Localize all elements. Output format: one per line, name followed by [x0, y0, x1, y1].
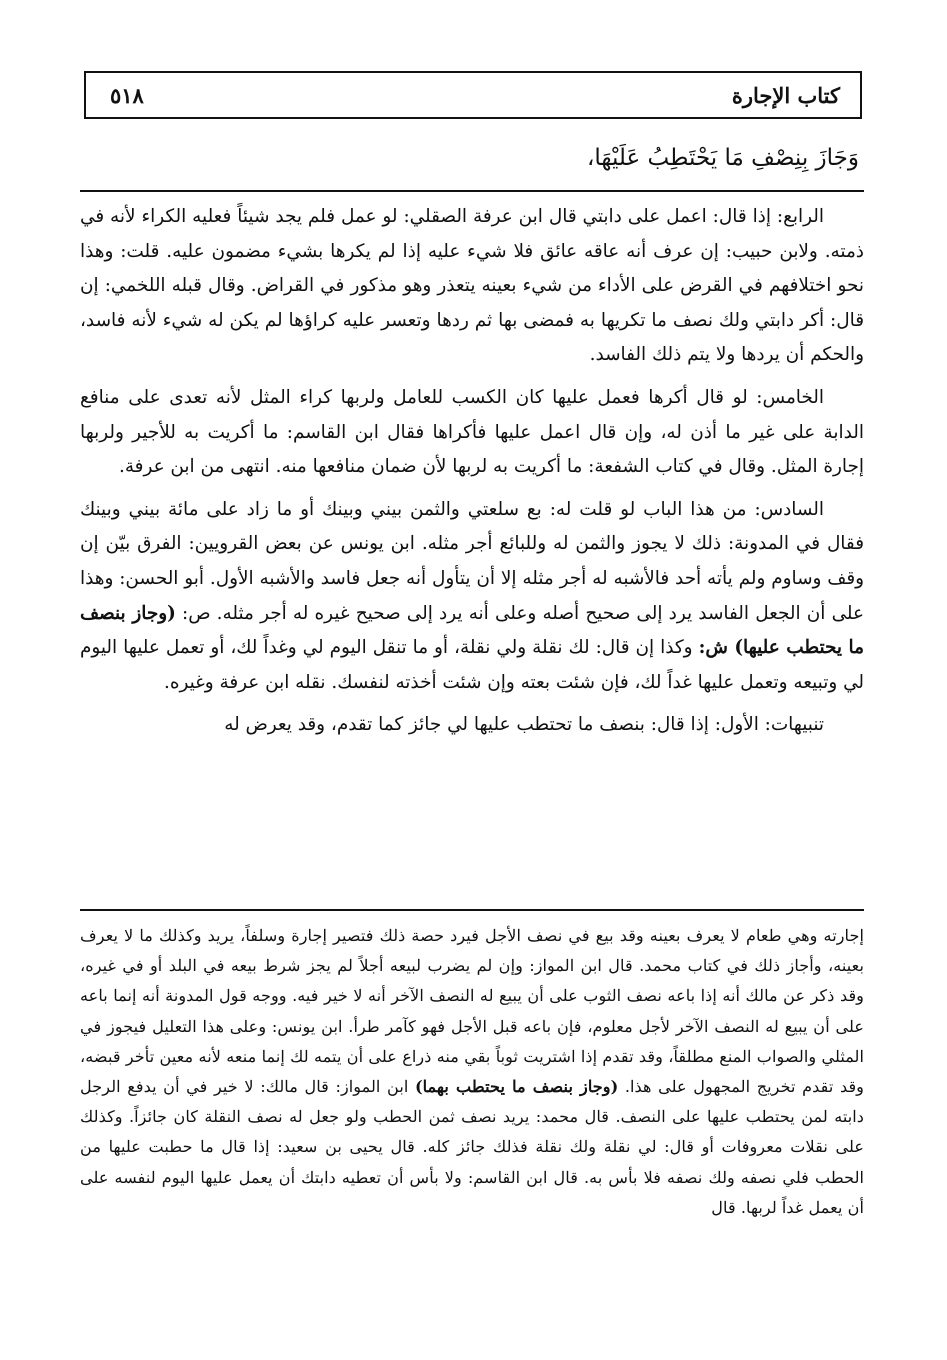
- paragraph-sixth: [80, 493, 864, 701]
- book-title: كتاب الإجارة: [731, 82, 840, 108]
- margin-commentary: [80, 921, 864, 1223]
- commentary-body: [80, 200, 864, 751]
- paragraph-fifth: الخامس: لو قال أكرها فعمل عليها كان الكسب للعامل ولربها كراء المثل لأنه تعدى على منافع الدابة على غير ما أذن له، وإن قال اعمل عليها فأكراها فقال ابن القاسم: ما أكريت به للأجير ولربها إجارة المثل. وقال في كتاب الشفعة: ما أكريت به لربها لأن ضمان منافعها منه. انتهى من ابن عرفة.: [80, 386, 864, 478]
- matn-text: وَجَازَ بِنِصْفِ مَا يَحْتَطِبُ عَلَيْهَا،: [586, 145, 859, 171]
- paragraph-fourth: الرابع: إذا قال: اعمل على دابتي قال ابن عرفة الصقلي: لو عمل فلم يجد شيئاً فعليه الكراء لأنه في ذمته. ولابن حبيب: إن عرف أنه عاقه عائق فلا شيء عليه إذا لم يكرها بشيء مضمون عليه. قلت: وهذا نحو اختلافهم في القرض على الأداء من شيء بعينه يتعذر وهو مذكور في القراض. وقال قبله اللخمي: إن قال: أكر دابتي ولك نصف ما تكريها به فمضى بها ثم ردها وتعسر عليه كراؤها لم يكن له شيء لأنه فاسد، والحكم أن يردها ولا يتم ذلك الفاسد.: [80, 206, 864, 366]
- notes-part1: إجارته وهي طعام لا يعرف بعينه وقد بيع في نصف الأجل فيرد حصة ذلك فتصير إجارة وسلفاً، يريد وكذلك ما لا يعرف بعينه، وأجاز ذلك في كتاب محمد. قال ابن المواز: وإن لم يضرب لبيعه أجلاً لم يجز شرط بيعه في البلد أو في غيره، وقد ذكر عن مالك أنه إذا باعه نصف الثوب على أن يبيع له النصف الآخر أنه لا خير فيه. ووجه قول المدونة أنه إنما باعه على أن يبيع له النصف الآخر لأجل معلوم، فإن باعه قبل الأجل فهو كآمر طرأ. ابن يونس: وعلى هذا التعليل فيجوز في المثلي والصواب المنع مطلقاً، وقد تقدم إذا اشتريت ثوباً بقي منه ذراع على أن يتمه لك إنما منعه لأنه معين تأخر قبضه، وقد تقدم تخريج المجهول على هذا.: [80, 926, 864, 1097]
- paragraph-sixth-part2: وكذا إن قال: لك نقلة ولي نقلة، أو ما تنقل اليوم لي وغداً لك، أو تعمل عليها اليوم لي وتبيعه وتعمل عليها غداً لك، فإن شئت بعته وإن شئت أخذته لنفسك. نقله ابن عرفة وغيره.: [80, 637, 864, 693]
- running-header: [84, 71, 862, 119]
- footnote-divider: [80, 909, 864, 911]
- notes-quote: (وجاز بنصف ما يحتطب بهما): [414, 1077, 619, 1097]
- matn-divider: [80, 190, 864, 192]
- paragraph-notes-intro: تنبيهات: الأول: إذا قال: بنصف ما تحتطب عليها لي جائز كما تقدم، وقد يعرض له: [224, 714, 824, 736]
- paragraph-sixth-part1: السادس: من هذا الباب لو قلت له: بع سلعتي والثمن بيني وبينك أو ما زاد على مائة بيني وبينك فقال في المدونة: ذلك لا يجوز والثمن له وللبائع أجر مثله. ابن يونس عن بعض القرويين: الفرق بيّن إن وقف وساوم ولم يأته أحد فالأشبه له أجر مثله إلا أن يتأول أنه جعل فاسد والأشبه الأول. أبو الحسن: وهذا على أن الجعل الفاسد يرد إلى صحيح أصله وعلى أنه يرد إلى صحيح غيره له أجر مثله. ص:: [80, 498, 864, 624]
- margin-commentary-text: [80, 921, 864, 1223]
- page-number: ٥١٨: [110, 82, 144, 108]
- notes-part2: ابن المواز: قال مالك: لا خير في أن يدفع الرجل دابته لمن يحتطب عليها على النصف. قال محمد: يريد نصف ثمن الحطب ولو جعل له نصف النقلة كان جائزاً. وكذلك على نقلات معروفات أو قال: لي نقلة ولك نقلة فذلك جائز كله. قال يحيى بن سعيد: إذا قال ما حطبت عليها من الحطب فلي نصفه ولك نصفه فلا بأس به. قال ابن القاسم: ولا بأس أن تعطيه دابتك أن يعمل عليها اليوم لنفسه على أن يعمل غداً لربها. قال: [80, 1077, 864, 1217]
- matn-quote: (وجاز بنصف ما يحتطب عليها) ش:: [80, 602, 864, 659]
